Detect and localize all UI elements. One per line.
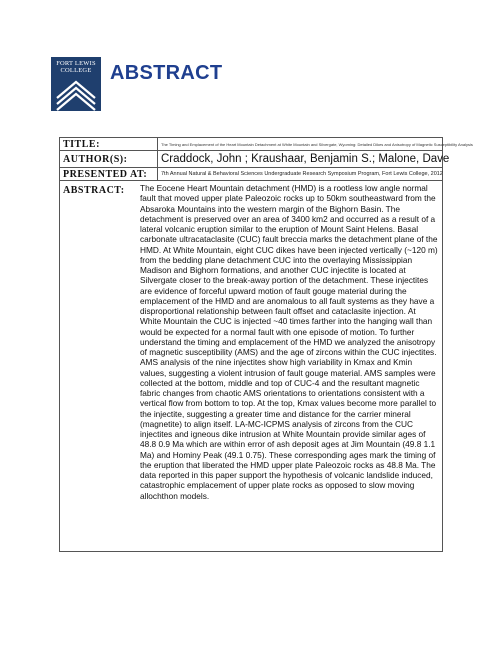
logo-wordmark (51, 60, 101, 74)
authors-value: Craddock, John ; Kraushaar, Benjamin S.; Malone, Dave (161, 153, 450, 165)
presented-label: PRESENTED AT: (60, 168, 158, 180)
title-value: The Timing and Emplacement of the Heart Mountain Detachment at White Mountain and Silvergate, Wyoming: Detailed Dikes and Anisotropy of Magnetic Susceptibility Analysis (161, 141, 473, 147)
abstract-text: The Eocene Heart Mountain detachment (HMD) is a rootless low angle normal fault that moved upper plate Paleozoic rocks up to 50km southeastward from the Absaroka Mountains into the western margin of the Bighorn Basin. The detachment is preserved over an area of 3400 km2 and occurred as a result of a lateral volcanic eruption similar to the eruption of Mount Saint Helens. Basal carbonate ultracataclasite (CUC) fault breccia marks the detachment plane of the HMD. At White Mountain, eight CUC dikes have been injected vertically (~120 m) from the bedding plane detachment CUC into the overlaying Mississippian Madison and Bighorn formations, and another CUC injectite is located at Silvergate closer to the break-away portion of the detachment. These injectites are evidence of forceful upward motion of fault gouge material during the emplacement of the HMD and are anomalous to all fault systems as they have a disproportional relationship between fault offset and cataclasite injection. At White Mountain the CUC is injected ~40 times farther into the hanging wall than would be expected for a normal fault with one episode of motion. To further understand the timing and emplacement of the HMD we analyzed the anisotropy of magnetic susceptibility (AMS) and the age of zircons within the CUC injectites. AMS analysis of the nine injectites show high variability in Kmax and Kmin values, suggesting a violent intrusion of fault gouge material. AMS samples were collected at the bottom, middle and top of CUC-4 and the resultant magnetic fabric changes from chaotic AMS orientations to orientations consistent with a vertical flow from bottom to top. At the top, Kmax values become more parallel to the injectite, suggesting a greater time and distance for the carrier mineral (magnetite) to align itself. LA-MC-ICPMS analysis of zircons from the CUC injectites and igneous dike intrusion at White Mountain provide similar ages of 48.8 0.9 Ma which are within error of ash deposit ages at Jim Mountain (49.8 1.1 Ma) and Hominy Peak (49.1 0.75). These corresponding ages mark the timing of the eruption that liberated the HMD upper plate Paleozoic rocks as 48.8 Ma. The data reported in this paper support the hypothesis of volcanic landslide induced, catastrophic emplacement of upper plate rocks as opposed to slow moving allochthon models. (140, 183, 438, 501)
logo-line-2: COLLEGE (60, 67, 92, 74)
authors-row (60, 151, 450, 168)
abstract-label: ABSTRACT: (63, 185, 125, 196)
title-row (60, 138, 473, 151)
page-heading: ABSTRACT (110, 62, 223, 84)
presented-row (60, 168, 442, 181)
authors-label: AUTHOR(S): (60, 151, 158, 167)
college-logo (51, 57, 101, 111)
mountain-chevron-icon (51, 76, 101, 111)
presented-value: 7th Annual Natural & Behavioral Sciences Undergraduate Research Symposium Program, Fort Lewis College, 2012 (161, 171, 443, 177)
title-label: TITLE: (60, 138, 158, 150)
logo-line-1: FORT LEWIS (56, 60, 96, 67)
abstract-card (59, 137, 473, 552)
